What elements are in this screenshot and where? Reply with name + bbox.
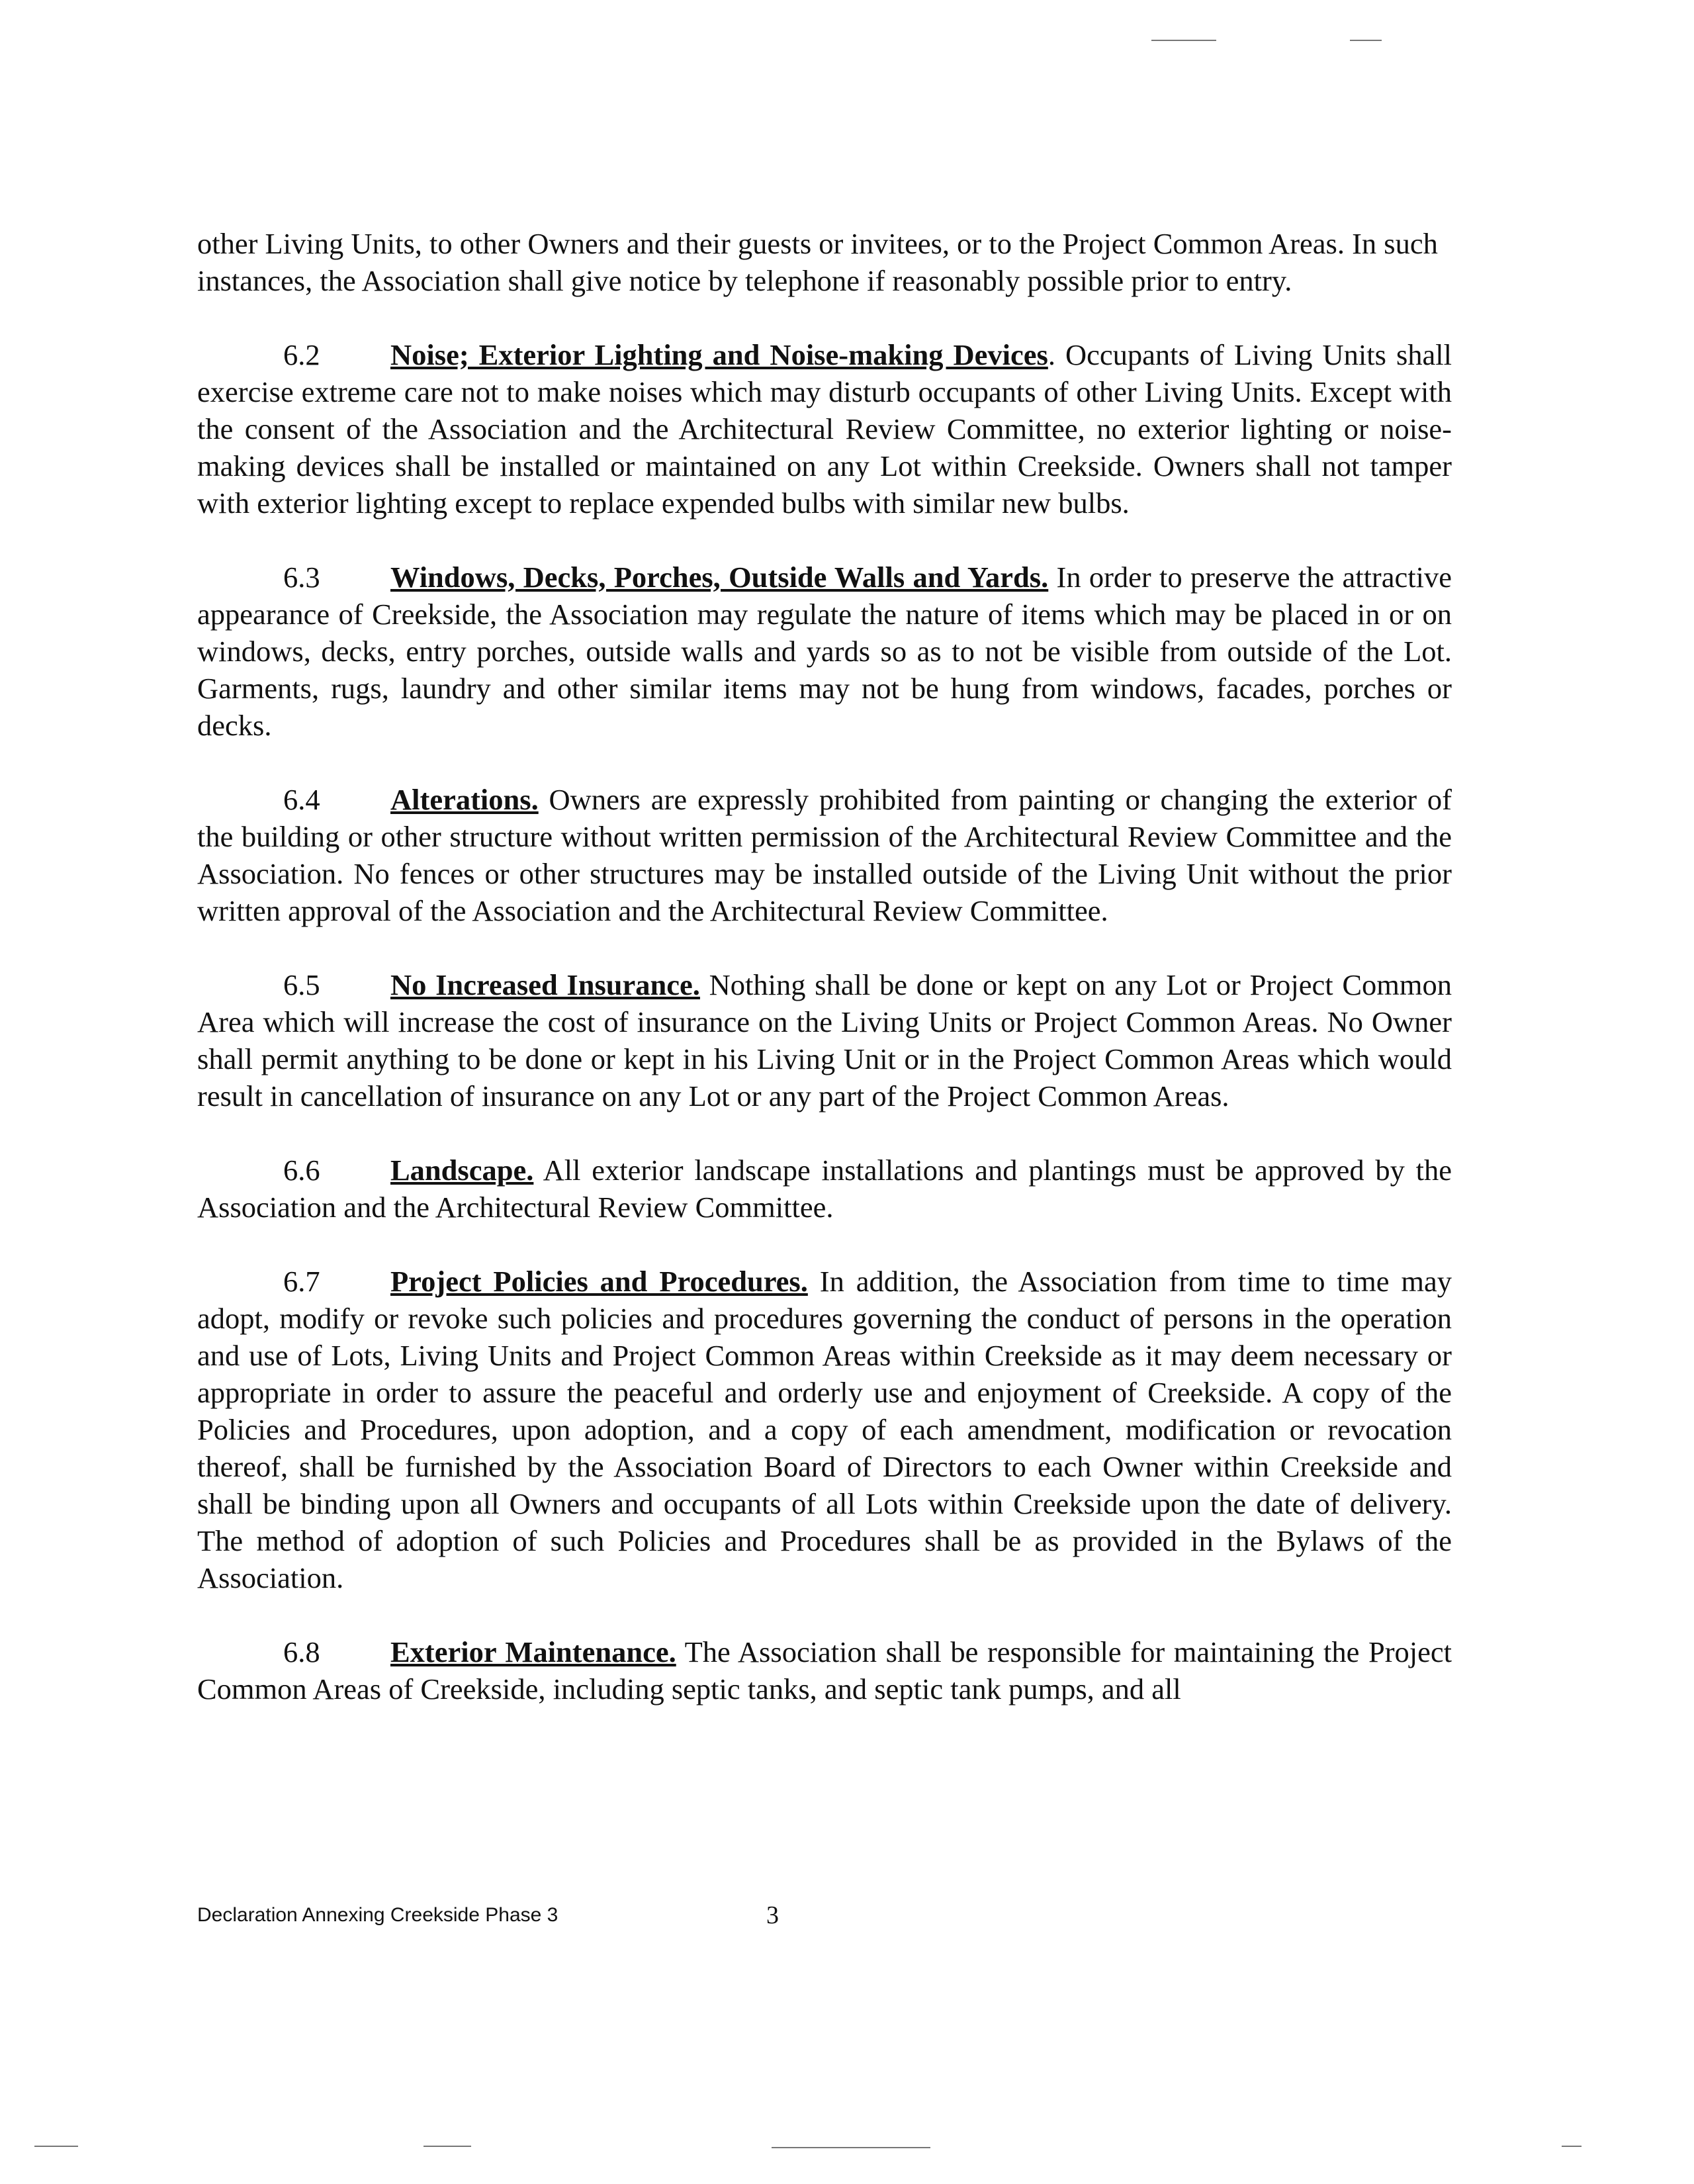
section-6-2: [197, 336, 1452, 522]
section-heading: Noise; Exterior Lighting and Noise-making Devices: [390, 338, 1048, 371]
section-6-7: [197, 1263, 1452, 1596]
section-body: All exterior landscape installations and plantings must be approved by the Association and the Architectural Review Committee.: [197, 1154, 1452, 1224]
intro-text: other Living Units, to other Owners and their guests or invitees, or to the Project Common Areas. In such instances, the Association shall give notice by telephone if reasonably possible prior to entry.: [197, 227, 1438, 297]
scan-artifact: [34, 2146, 78, 2147]
section-6-4: [197, 781, 1452, 929]
scan-artifact: [1562, 2146, 1582, 2147]
section-number: 6.2: [283, 338, 320, 371]
section-heading: Exterior Maintenance.: [390, 1635, 676, 1668]
section-body: In addition, the Association from time to time may adopt, modify or revoke such policies and procedures governing the conduct of persons in the operation and use of Lots, Living Units and Project Common Areas within Creekside as it may deem necessary or appropriate in order to assure the peaceful and orderly use and enjoyment of Creekside. A copy of the Policies and Procedures, upon adoption, and a copy of each amendment, modification or revocation thereof, shall be furnished by the Association Board of Directors to each Owner within Creekside and shall be binding upon all Owners and occupants of all Lots within Creekside upon the date of delivery. The method of adoption of such Policies and Procedures shall be as provided in the Bylaws of the Association.: [197, 1265, 1452, 1594]
scan-artifact: [772, 2147, 930, 2148]
section-body: . Occupants of Living Units shall exercise extreme care not to make noises which may disturb occupants of other Living Units. Except with the consent of the Association and the Architectural Review Committee, no exterior lighting or noise-making devices shall be installed or maintained on any Lot within Creekside. Owners shall not tamper with exterior lighting except to replace expended bulbs with similar new bulbs.: [197, 338, 1452, 520]
section-heading: Alterations.: [390, 783, 539, 816]
scan-artifact: [1151, 40, 1216, 41]
section-number: 6.8: [283, 1635, 320, 1668]
section-6-3: [197, 559, 1452, 744]
section-heading: Windows, Decks, Porches, Outside Walls and Yards.: [390, 561, 1049, 594]
section-6-6: [197, 1152, 1452, 1226]
section-number: 6.4: [283, 783, 320, 816]
section-body: Nothing shall be done or kept on any Lot or Project Common Area which will increase the cost of insurance on the Living Units or Project Common Areas. No Owner shall permit anything to be done or kept in his Living Unit or in the Project Common Areas which would result in cancellation of insurance on any Lot or any part of the Project Common Areas.: [197, 968, 1452, 1113]
intro-paragraph: [197, 225, 1452, 299]
page-number: 3: [766, 1901, 779, 1929]
section-number: 6.7: [283, 1265, 320, 1298]
section-heading: Landscape.: [390, 1154, 534, 1187]
section-6-8: [197, 1633, 1452, 1707]
section-body: In order to preserve the attractive appearance of Creekside, the Association may regulate the nature of items which may be placed in or on windows, decks, entry porches, outside walls and yards so as to not be visible from outside of the Lot. Garments, rugs, laundry and other similar items may not be hung from windows, facades, porches or decks.: [197, 561, 1452, 742]
scan-artifact: [424, 2146, 471, 2147]
scan-artifact: [1350, 40, 1382, 41]
section-6-5: [197, 966, 1452, 1115]
section-heading: Project Policies and Procedures.: [390, 1265, 808, 1298]
section-number: 6.5: [283, 968, 320, 1001]
section-number: 6.6: [283, 1154, 320, 1187]
section-number: 6.3: [283, 561, 320, 594]
footer-title: Declaration Annexing Creekside Phase 3: [197, 1904, 558, 1926]
section-body: The Association shall be responsible for maintaining the Project Common Areas of Creekside, including septic tanks, and septic tank pumps, and all: [197, 1635, 1452, 1706]
section-heading: No Increased Insurance.: [390, 968, 700, 1001]
section-body: Owners are expressly prohibited from painting or changing the exterior of the building or other structure without written permission of the Architectural Review Committee and the Association. No fences or other structures may be installed outside of the Living Unit without the prior written approval of the Association and the Architectural Review Committee.: [197, 783, 1452, 927]
document-body: [197, 225, 1452, 1745]
